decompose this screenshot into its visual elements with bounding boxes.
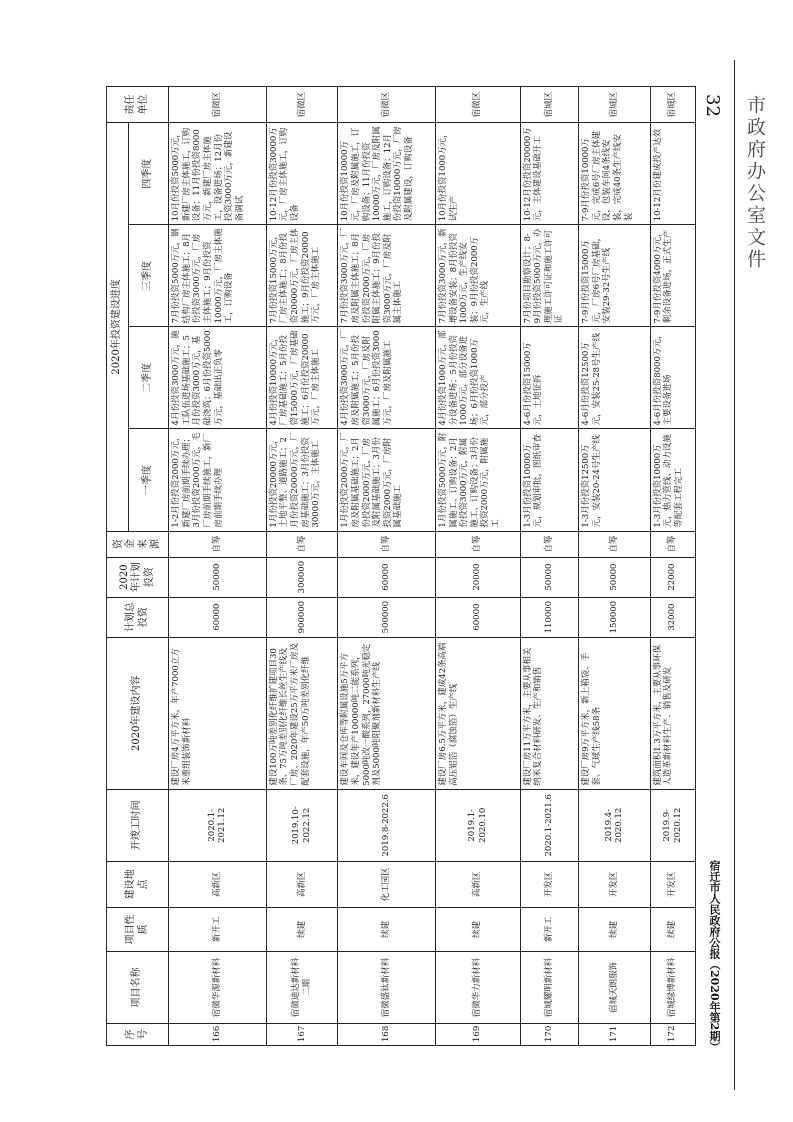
col-header-plan2020: 2020年计划投资 bbox=[107, 557, 169, 597]
cell-name: 宿城耀明新材料 bbox=[520, 951, 578, 1023]
cell-type: 续建 bbox=[435, 907, 520, 951]
cell-name: 宿城绿博新材料 bbox=[650, 951, 695, 1023]
table-row bbox=[650, 87, 695, 1046]
cell-plan2020: 22000 bbox=[650, 557, 695, 597]
cell-plan2020: 50000 bbox=[579, 557, 651, 597]
cell-no: 166 bbox=[169, 1023, 267, 1045]
cell-name: 宿微华源新材料 bbox=[169, 951, 267, 1023]
cell-total: 500000 bbox=[338, 597, 436, 637]
table-row bbox=[520, 87, 578, 1046]
cell-type: 新开工 bbox=[520, 907, 578, 951]
cell-content: 建设厂房6.5万平方米，建成42条高端高压铝箔（腐蚀箔）生产线 bbox=[435, 637, 520, 789]
cell-period: 2019.10-2022.12 bbox=[266, 789, 338, 861]
col-header-location: 建设地点 bbox=[107, 861, 169, 907]
cell-q2: 4月份投资1000万元，部分设备进场；5月份投资1000万元，部分设备进场；6月份投资1000万元，部分投产 bbox=[435, 327, 520, 429]
cell-q1: 1月份投资5000万元，附属施工、订购设备；2月份投资3000万元，附属施工、订购设备；3月份投资2000万元，附属施工 bbox=[435, 429, 520, 531]
cell-plan2020: 60000 bbox=[338, 557, 436, 597]
cell-unit: 宿微区 bbox=[169, 87, 267, 123]
cell-unit: 宿城区 bbox=[520, 87, 578, 123]
cell-type: 续建 bbox=[650, 907, 695, 951]
cell-no: 170 bbox=[520, 1023, 578, 1045]
cell-no: 167 bbox=[266, 1023, 338, 1045]
cell-period: 2020.1-2021.12 bbox=[169, 789, 267, 861]
cell-q2: 4-6月份投资15000万元，土地征拆 bbox=[520, 327, 578, 429]
col-header-total: 计划总投资 bbox=[107, 597, 169, 637]
cell-content: 建筑面积1.3万平方米，主要从事环保人造革新材料生产、销售及研发 bbox=[650, 637, 695, 789]
cell-location: 开发区 bbox=[650, 861, 695, 907]
col-header-q3: 三季度 bbox=[129, 225, 169, 327]
project-table bbox=[106, 86, 696, 1046]
cell-unit: 宿城区 bbox=[579, 87, 651, 123]
cell-source: 自筹 bbox=[435, 531, 520, 557]
cell-q3: 7月份项目勘察设计；8-9月份投资5000万元，办理施工许可证和施工许可证 bbox=[520, 225, 578, 327]
cell-type: 续建 bbox=[579, 907, 651, 951]
cell-plan2020: 300000 bbox=[266, 557, 338, 597]
cell-name: 宿城天朗服饰 bbox=[579, 951, 651, 1023]
cell-q3: 7月份投资3000万元，新增设备安装；8月份投资1000万元，生产线安装；9月份投资2000万元，生产线 bbox=[435, 225, 520, 327]
cell-q1: 1-3月份投资10000万元，热力管线、动力设施等配套工程完工 bbox=[650, 429, 695, 531]
cell-name: 宿微迪达新材料二期 bbox=[266, 951, 338, 1023]
cell-q3: 7-9月份投资15000万元，厂房6号厂房基础，安装29-32号生产线 bbox=[579, 225, 651, 327]
header-rule bbox=[734, 60, 735, 1090]
cell-total: 32000 bbox=[650, 597, 695, 637]
cell-source: 自筹 bbox=[520, 531, 578, 557]
cell-q2: 4月份投资3000万元，厂房及附属施工；5月份投资3000万元，厂房及附属施工；6月份投资3000万元，厂房及附属施工 bbox=[338, 327, 436, 429]
cell-q4: 10-12月份投资30000万元，厂房主体施工，订购设备 bbox=[266, 123, 338, 225]
col-header-progress-group: 2020年投资建设进度 bbox=[107, 123, 129, 531]
cell-no: 172 bbox=[650, 1023, 695, 1045]
col-header-type: 项目性质 bbox=[107, 907, 169, 951]
table-row bbox=[266, 87, 338, 1046]
cell-q2: 4-6月份投资8000万元，主要设备进场 bbox=[650, 327, 695, 429]
cell-unit: 宿城区 bbox=[650, 87, 695, 123]
cell-type: 新开工 bbox=[169, 907, 267, 951]
cell-q4: 10-12月份投资20000万元，主体建设基础开工 bbox=[520, 123, 578, 225]
cell-unit: 宿微区 bbox=[435, 87, 520, 123]
table-row bbox=[579, 87, 651, 1046]
cell-q4: 7-9月份投资10000万元，完成6号厂房主体建设，包装车间4条线安装，完成40条生产线安装 bbox=[579, 123, 651, 225]
cell-total: 110000 bbox=[520, 597, 578, 637]
col-header-q4: 四季度 bbox=[129, 123, 169, 225]
cell-period: 2019.8-2022.6 bbox=[338, 789, 436, 861]
table-row bbox=[169, 87, 267, 1046]
cell-source: 自筹 bbox=[169, 531, 267, 557]
cell-content: 建设厂房9万平方米，新上箱袋、手套、气球生产线58条 bbox=[579, 637, 651, 789]
cell-location: 高新区 bbox=[169, 861, 267, 907]
cell-name: 宿微华力新材料 bbox=[435, 951, 520, 1023]
document-header-title: 市政府办公室文件 bbox=[744, 95, 766, 271]
cell-plan2020: 50000 bbox=[169, 557, 267, 597]
cell-location: 开发区 bbox=[579, 861, 651, 907]
cell-period: 2019.9-2020.12 bbox=[650, 789, 695, 861]
col-header-q1: 一季度 bbox=[129, 429, 169, 531]
col-header-unit: 责任单位 bbox=[107, 87, 169, 123]
cell-q1: 1月份投资2000万元，厂房及附属基础施工；2月份投资2000万元，厂房及附属基础施工；3月份投资2000万元，厂房附属基础施工 bbox=[338, 429, 436, 531]
cell-q3: 7月份投资3000万元，厂房及附属主体施工；8月份投资2000万元，厂房附属主体施工；9月份投资3000万元，厂房及附属主体施工 bbox=[338, 225, 436, 327]
col-header-content: 2020年建设内容 bbox=[107, 637, 169, 789]
cell-total: 60000 bbox=[169, 597, 267, 637]
cell-source: 自筹 bbox=[266, 531, 338, 557]
cell-source: 自筹 bbox=[579, 531, 651, 557]
cell-q1: 1月份投资20000万元，土地平整、道路施工；2月份投资20000万元，厂房基础施工；3月份投资30000万元，主体施工 bbox=[266, 429, 338, 531]
cell-plan2020: 20000 bbox=[435, 557, 520, 597]
cell-q2: 4月份投资3000万元，施工队伍进场基础施工；5月份投资3000万元，基础浇筑；6月份投资5000万元，基础出正负零 bbox=[169, 327, 267, 429]
col-header-period: 开竣工时间 bbox=[107, 789, 169, 861]
cell-no: 171 bbox=[579, 1023, 651, 1045]
cell-q4: 10月份投资5000万元，新建厂房主体施工，订购设备；11月份投资8000万元，新建厂房主体施工，设备进场；12月份投资3000万元，新建设备调试 bbox=[169, 123, 267, 225]
cell-period: 2020.1-2021.6 bbox=[520, 789, 578, 861]
cell-q3: 7月份投资5000万元，钢结构厂房主体施工；8月份投资3000万元，厂房主体施工；9月份投资10000万元，厂房主体施工，订购设备 bbox=[169, 225, 267, 327]
cell-total: 150000 bbox=[579, 597, 651, 637]
table-row bbox=[435, 87, 520, 1046]
cell-no: 168 bbox=[338, 1023, 436, 1045]
cell-q1: 1-3月份投资12500万元，安装20-24号生产线 bbox=[579, 429, 651, 531]
cell-name: 宿微盛钛新材料 bbox=[338, 951, 436, 1023]
col-header-no: 序号 bbox=[107, 1023, 169, 1045]
cell-q2: 4月份投资10000万元，厂房基础施工；5月份投资15000万元，厂房基础施工；6月份投资20000万元，厂房主体施工 bbox=[266, 327, 338, 429]
cell-plan2020: 50000 bbox=[520, 557, 578, 597]
cell-q1: 1-2月份投资2000万元，新建厂房前期手续办理；3月份投资2000万元，毛厂房前期手续施工，新厂房前期手续办理 bbox=[169, 429, 267, 531]
project-table-rotated bbox=[106, 86, 696, 1046]
cell-unit: 宿微区 bbox=[338, 87, 436, 123]
cell-source: 自筹 bbox=[650, 531, 695, 557]
cell-total: 900000 bbox=[266, 597, 338, 637]
table-row bbox=[338, 87, 436, 1046]
cell-type: 续建 bbox=[266, 907, 338, 951]
cell-q4: 10月份投资1000万元，试生产 bbox=[435, 123, 520, 225]
cell-q4: 10月份投资10000万元，厂房及附属施工，订购设备；11月份投资10000万元，厂房及附属施工，订购设备；12月份投资10000万元，厂房及附属建设，订购设备 bbox=[338, 123, 436, 225]
cell-no: 169 bbox=[435, 1023, 520, 1045]
cell-total: 60000 bbox=[435, 597, 520, 637]
cell-q3: 7月份投资15000万元，厂房主体施工；8月份投资20000万元，厂房主体施工；9月份投资20000万元，厂房主体施工 bbox=[266, 225, 338, 327]
cell-content: 建设100万吨差别化纤维扩建项目30条、75万吨差别化纤维长丝生产线及厂房、2020年建设25万平方米厂房及配套设施，年产50万吨差别化纤维 bbox=[266, 637, 338, 789]
col-header-source: 资金来源 bbox=[107, 531, 169, 557]
cell-location: 高新区 bbox=[266, 861, 338, 907]
cell-location: 开发区 bbox=[520, 861, 578, 907]
cell-location: 高新区 bbox=[435, 861, 520, 907]
cell-source: 自筹 bbox=[338, 531, 436, 557]
page-number: 32 bbox=[702, 94, 723, 117]
cell-content: 建设车间及仓库等附属设施5万平方米，建设年产100000吨二能系列，5000吨改一酸系列，27000吨光稳定剂及5000吨阻聚剂新材料生产线 bbox=[338, 637, 436, 789]
cell-period: 2019.1-2020.10 bbox=[435, 789, 520, 861]
cell-period: 2019.4-2020.12 bbox=[579, 789, 651, 861]
cell-type: 续建 bbox=[338, 907, 436, 951]
col-header-q2: 二季度 bbox=[129, 327, 169, 429]
cell-content: 建设厂房4万平方米，年产7000立方米重组装饰新材料 bbox=[169, 637, 267, 789]
gazette-footer: 宿迁市人民政府公报（2020年第2期） bbox=[708, 860, 721, 1053]
cell-q3: 7-9月份投资4000万元，剩余设备进场，正式生产 bbox=[650, 225, 695, 327]
cell-q2: 4-6月份投资12500万元，安装25-28号生产线 bbox=[579, 327, 651, 429]
cell-content: 建设厂房11万平方米，主要从事相关纳米复合材料研发、生产和销售 bbox=[520, 637, 578, 789]
cell-q4: 10-12月份建成投产达效 bbox=[650, 123, 695, 225]
cell-unit: 宿微区 bbox=[266, 87, 338, 123]
cell-q1: 1-3月份投资10000万元，规划审批，图纸审查 bbox=[520, 429, 578, 531]
cell-location: 化工园区 bbox=[338, 861, 436, 907]
col-header-name: 项目名称 bbox=[107, 951, 169, 1023]
